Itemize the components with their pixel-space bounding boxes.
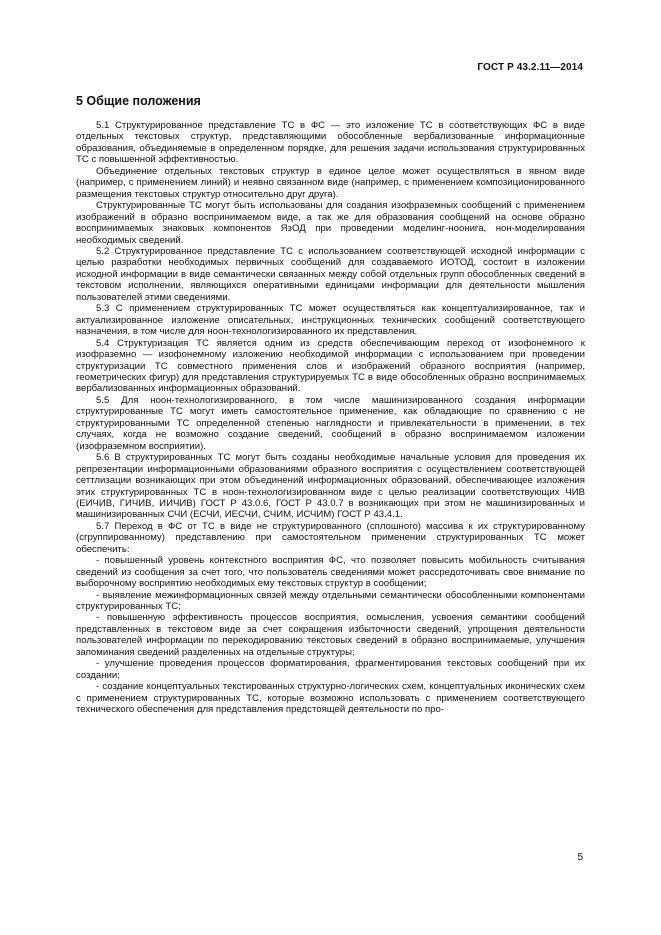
list-item: - выявление межинформационных связей между отдельными семантически обособленными компонентами структурированных ТС; — [76, 589, 585, 613]
list-item: - создание концептуальных текстированных структурно-логических схем, концептуальных иконических схем с применением структурированных ТС, которые возможно использовать с применением соответствующего технического обеспечения для представления предстоящей деятельности по про- — [76, 681, 585, 716]
paragraph: 5.7 Переход в ФС от ТС в виде не структурированного (сплошного) массива к их структурированному (сгруппированному) представлению при самостоятельном применении структурированных ТС может обеспечить: — [76, 520, 585, 555]
list-item: - повышенный уровень контекстного восприятия ФС, что позволяет повысить мобильность считывания сведений из сообщения за счет того, что пользователь сведениями может рассредоточивать свое внимание по выборочному восприятию необходимых ему текстовых структур в сообщении; — [76, 555, 585, 590]
list-item: - улучшение проведения процессов форматирования, фрагментирования текстовых сообщений при их создании; — [76, 658, 585, 681]
paragraph: 5.1 Структурированное представление ТС в ФС — это изложение ТС в соответствующих ФС в виде отдельных текстовых структур, представляющими обособленные вербализованные информационные образования, объединяемые в определенном порядке, для решения задачи использования структурированных ТС с повышенной эффективностью. — [76, 120, 585, 166]
paragraph: 5.5 Для ноон-технологизированного, в том числе машинизированного создания информации структурированные ТС могут иметь самостоятельное применение, как обладающие по сравнению с не структурированными ТС определенной степенью наглядности и привлекательности в применении, в тех случаях, когда не возможно создание сведений, сообщений в образно воспринимаемом изложении (изофраземном восприятии). — [76, 394, 585, 452]
paragraph: 5.6 В структурированных ТС могут быть созданы необходимые начальные условия для проведения их репрезентации информационными образованиями образного восприятия с осуществлением соответствующей сеттлизации возникающих при этом объединений информационных образований, обеспечивающее изложения этих структурированных ТС в ноон-технологизированном виде с целью реализации соответствующих ЧИВ (ЕИЧИВ, ГИЧИВ, ИИЧИВ) ГОСТ Р 43.0.6, ГОСТ Р 43.0.7 в возникающих при этом не машинизированных и машинизированных СЧИ (ЕСЧИ, ИЕСЧИ, СЧИМ, ИСЧИМ) ГОСТ Р 43.4.1. — [76, 452, 585, 521]
document-code-header: ГОСТ Р 43.2.11—2014 — [477, 62, 583, 73]
paragraph: 5.4 Структуризация ТС является одним из средств обеспечивающим переход от изофонемного к изофраземно — изофонемному изложению необходимой информации с использованием при проведении структуризации ТС совместного применения слов и изображений образного восприятия (например, геометрических фигур) для представления структурируемых ТС в виде обособленных образно воспринимаемых вербализованных информационных образований. — [76, 337, 585, 395]
paragraph: 5.3 С применением структурированных ТС может осуществляться как концептуализированное, так и актуализированное изложение описательных, инструкционных технических сообщений соответствующего назначения, в том числе для ноон-технологизированного их представления. — [76, 303, 585, 338]
paragraph: Объединение отдельных текстовых структур в единое целое может осуществляться в явном виде (например, с применением линий) и неявно связанном виде (например, с применением композиционированного размещения текстовых структур относительно друг друга). — [76, 165, 585, 200]
list-item: - повышенную эффективность процессов восприятия, осмысления, усвоения семантики сообщений представленных в текстовом виде за счет сокращения избыточности сведений, упрощения деятельности пользователей информации по перекодированию текстовых сведений в образно воспринимаемые, улучшения запоминания сведений разделенных на отдельные структуры; — [76, 612, 585, 658]
section-title: 5 Общие положения — [76, 94, 201, 108]
body-text — [76, 120, 585, 716]
paragraph: Структурированные ТС могут быть использованы для создания изофраземных сообщений с применением изображений в образно воспринимаемом виде, а так же для образования сообщений на основе образно воспринимаемых знаковых компонентов ЯзОД при проведении моделинг-ноонига, нон-моделирования необходимых сведений. — [76, 200, 585, 246]
paragraph: 5.2 Структурированное представление ТС с использованием соответствующей исходной информации с целью разработки необходимых первичных сообщений для создаваемого ИОТОД, состоит в изложении исходной информации в виде семантически связанных между собой отдельных групп обособленных сведений в текстовом исполнении, являющихся оперативными единицами информации для деятельности мышления пользователей этими сведениями. — [76, 245, 585, 303]
page-number: 5 — [577, 852, 583, 863]
